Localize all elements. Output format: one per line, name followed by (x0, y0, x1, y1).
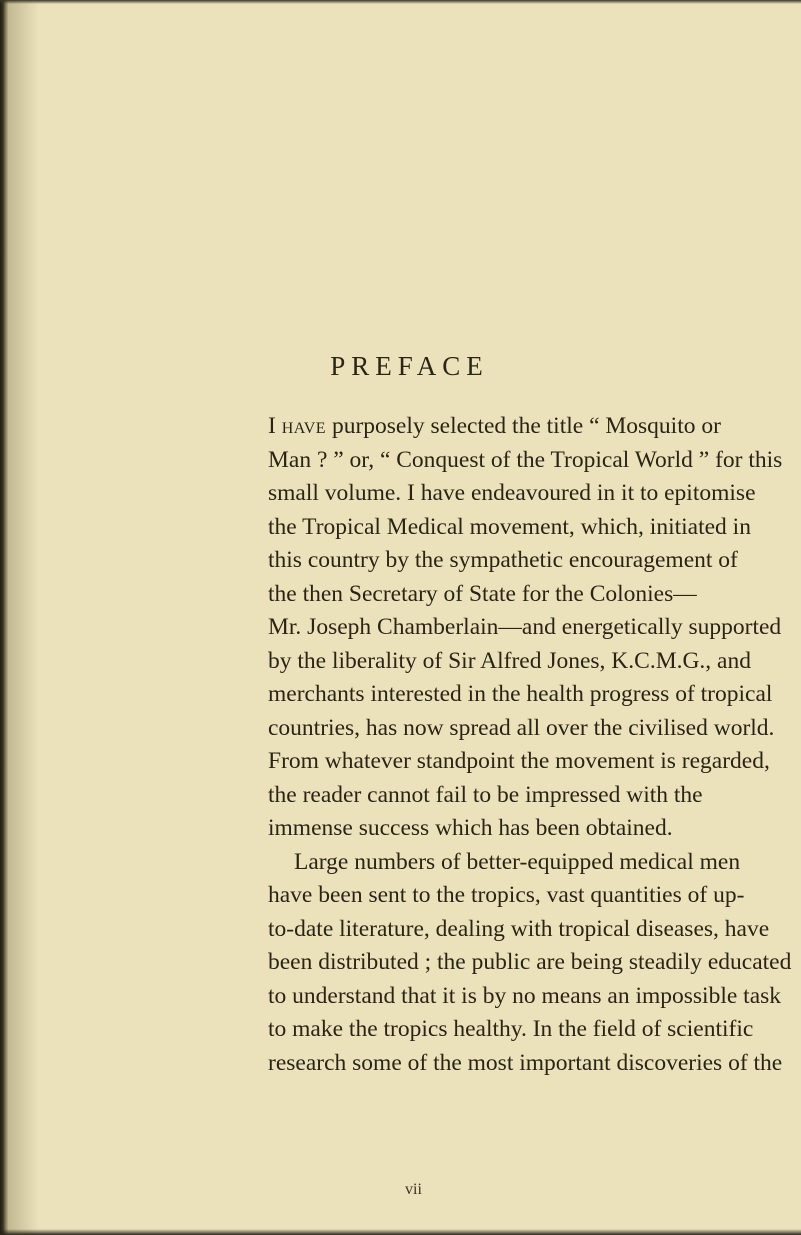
text-line-3: small volume. I have endeavoured in it to epitomise (268, 480, 756, 506)
page-number: vii (405, 1181, 422, 1198)
text-line-13: immense success which has been obtained. (268, 815, 673, 841)
gutter-shadow (9, 0, 39, 1235)
bottom-page-edge (0, 1229, 801, 1235)
binding-edge (0, 0, 9, 1235)
text-line-14: Large numbers of better-equipped medical men (294, 848, 741, 875)
text-line-8: by the liberality of Sir Alfred Jones, K.C.M.G., and (268, 647, 751, 674)
first-word-smallcaps: have (281, 413, 327, 439)
text-line-10: countries, has now spread all over the civilised world. (268, 714, 775, 741)
text-line-5: this country by the sympathetic encouragement of (268, 547, 738, 573)
text-line-4: the Tropical Medical movement, which, initiated in (268, 513, 751, 540)
text-line-2: Man ? ” or, “ Conquest of the Tropical World ” for this (268, 446, 783, 473)
text-line-19: to make the tropics healthy. In the field of scientific (268, 1016, 754, 1042)
text-line-11: From whatever standpoint the movement is regarded, (268, 748, 770, 774)
text-line-9: merchants interested in the health progress of tropical (268, 681, 773, 707)
text-line-7: Mr. Joseph Chamberlain—and energetically supported (268, 614, 782, 640)
top-page-edge (0, 0, 801, 4)
first-word: I (268, 413, 276, 439)
preface-body (268, 410, 792, 1080)
text-line-12: the reader cannot fail to be impressed with the (268, 781, 703, 808)
text-line-15: have been sent to the tropics, vast quantities of up- (268, 882, 745, 908)
text-line-6: the then Secretary of State for the Colonies— (268, 580, 697, 607)
text-line-16: to-date literature, dealing with tropical diseases, have (268, 915, 770, 942)
line-1-rest: purposely selected the title “ Mosquito or (326, 413, 721, 439)
text-line-20: research some of the most important discoveries of the (268, 1049, 783, 1076)
text-line-17: been distributed ; the public are being steadily educated (268, 949, 792, 975)
page-title: PREFACE (330, 351, 489, 381)
text-line-18: to understand that it is by no means an impossible task (268, 982, 782, 1009)
text-line-1 (268, 410, 721, 444)
